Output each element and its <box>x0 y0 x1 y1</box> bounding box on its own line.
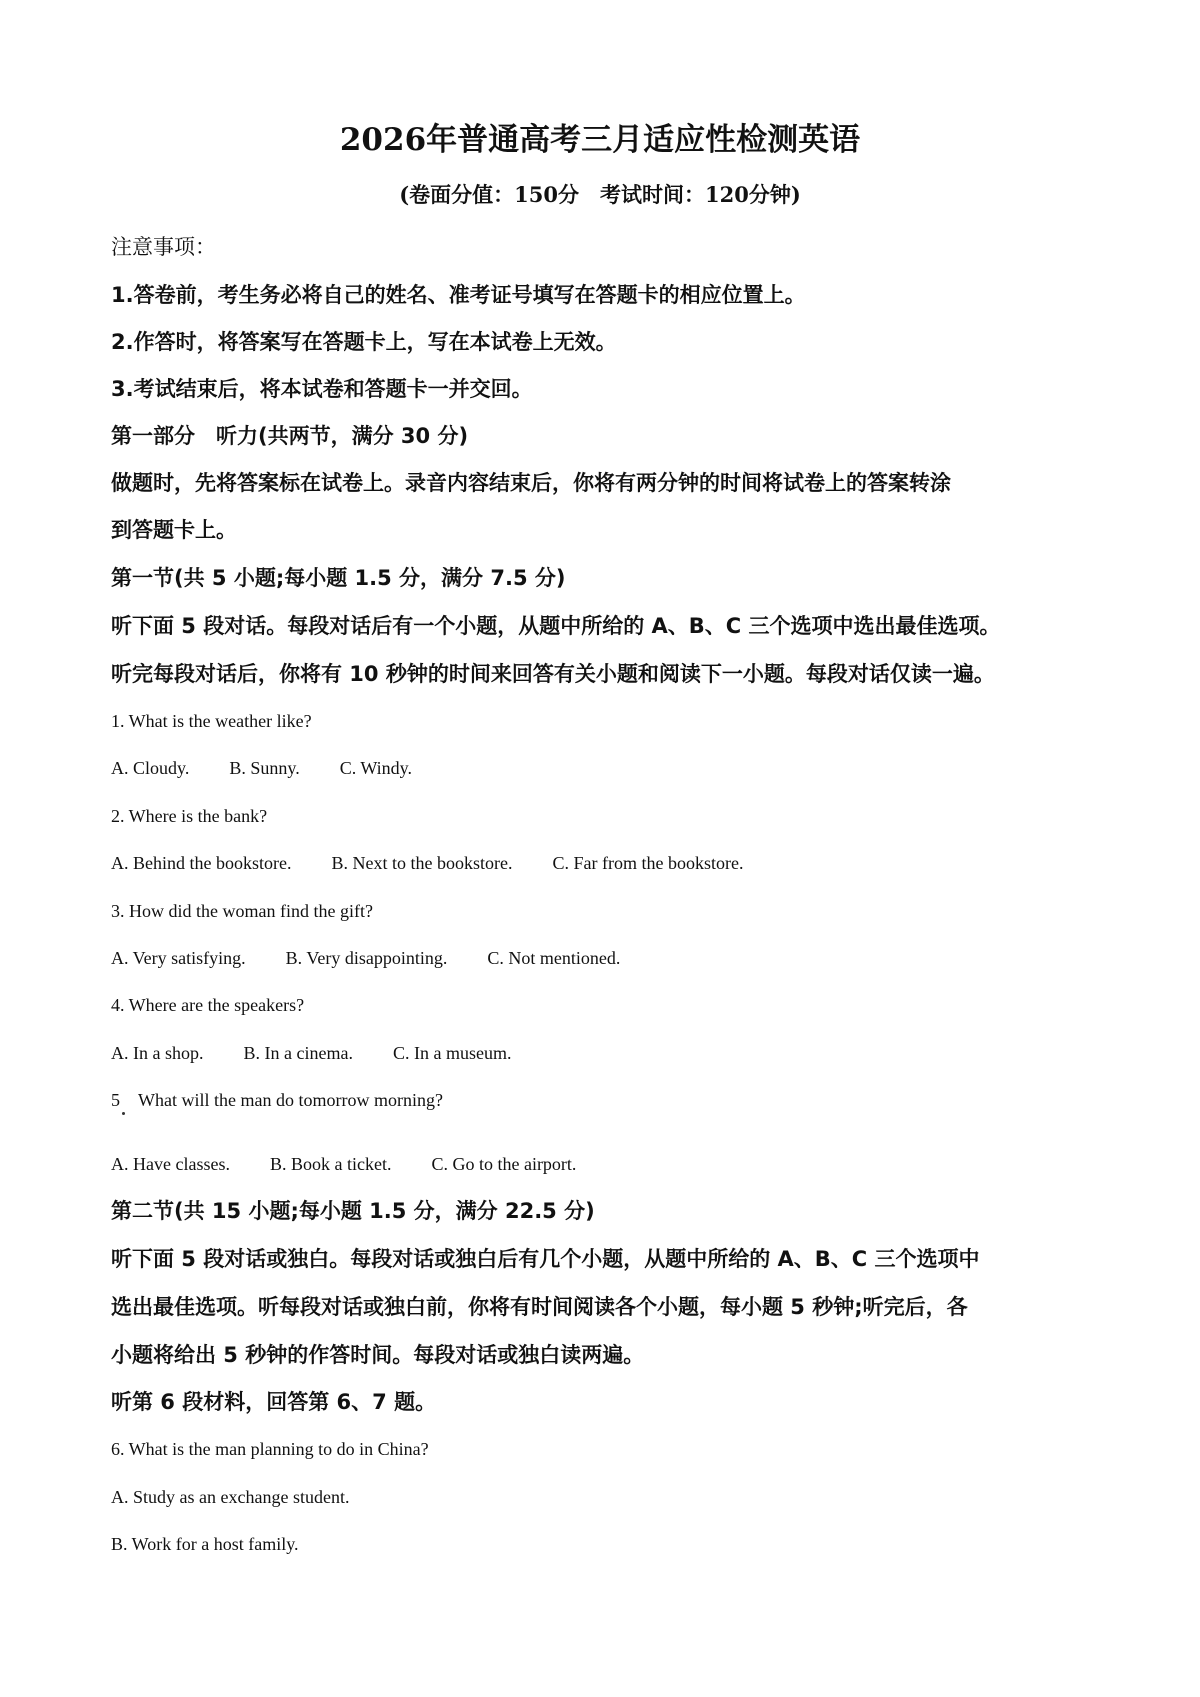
option-a: A. Behind the bookstore. <box>111 853 292 873</box>
option-b: B. Book a ticket. <box>269 1154 392 1174</box>
page-subtitle: (卷面分值：150分 考试时间：120分钟) <box>399 182 801 207</box>
question-6: 6. What is the man planning to do in China? <box>111 1439 429 1459</box>
section2-heading: 第二节(共 15 小题;每小题 1.5 分，满分 22.5 分) <box>111 1199 595 1223</box>
section1-instruction: 听下面 5 段对话。每段对话后有一个小题，从题中所给的 A、B、C 三个选项中选出最佳选项。 <box>111 614 1001 638</box>
option-b: B. Work for a host family. <box>111 1534 299 1554</box>
option-c: C. Windy. <box>339 758 412 778</box>
section2-instruction: 小题将给出 5 秒钟的作答时间。每段对话或独白读两遍。 <box>111 1343 645 1367</box>
question-2: 2. Where is the bank? <box>111 806 268 826</box>
option-a: A. Have classes. <box>111 1154 230 1174</box>
part1-instruction: 到答题卡上。 <box>111 518 237 542</box>
option-c: C. In a museum. <box>392 1043 512 1063</box>
option-b: B. Sunny. <box>229 758 300 778</box>
section1-instruction: 听完每段对话后，你将有 10 秒钟的时间来回答有关小题和阅读下一小题。每段对话仅读一遍。 <box>111 662 995 686</box>
option-a: A. Cloudy. <box>111 758 190 778</box>
option-a: A. Very satisfying. <box>111 948 246 968</box>
question-4: 4. Where are the speakers? <box>111 995 305 1015</box>
option-b: B. In a cinema. <box>243 1043 353 1063</box>
option-a: A. In a shop. <box>111 1043 204 1063</box>
question-1-options <box>111 753 452 783</box>
material6-heading: 听第 6 段材料，回答第 6、7 题。 <box>111 1390 437 1414</box>
question-2-options <box>111 848 783 878</box>
option-b: B. Next to the bookstore. <box>331 853 513 873</box>
option-c: C. Not mentioned. <box>487 948 621 968</box>
page-title: 2026年普通高考三月适应性检测英语 <box>339 122 861 158</box>
notice-item: 3.考试结束后，将本试卷和答题卡一并交回。 <box>111 377 533 401</box>
stray-dot <box>122 1112 125 1115</box>
question-5: 5 What will the man do tomorrow morning? <box>111 1090 443 1110</box>
option-c: C. Go to the airport. <box>431 1154 577 1174</box>
option-a: A. Study as an exchange student. <box>111 1487 350 1507</box>
part1-heading: 第一部分 听力(共两节，满分 30 分) <box>111 424 469 448</box>
question-1: 1. What is the weather like? <box>111 711 312 731</box>
question-3: 3. How did the woman find the gift? <box>111 901 373 921</box>
section2-instruction: 选出最佳选项。听每段对话或独白前，你将有时间阅读各个小题，每小题 5 秒钟;听完后，各 <box>111 1295 968 1319</box>
option-c: C. Far from the bookstore. <box>552 853 744 873</box>
question-4-options <box>111 1038 551 1068</box>
question-5-options <box>111 1149 616 1179</box>
section2-instruction: 听下面 5 段对话或独白。每段对话或独白后有几个小题，从题中所给的 A、B、C 三个选项中 <box>111 1247 980 1271</box>
notice-heading: 注意事项： <box>111 235 216 259</box>
option-b: B. Very disappointing. <box>285 948 448 968</box>
notice-item: 1.答卷前，考生务必将自己的姓名、准考证号填写在答题卡的相应位置上。 <box>111 283 806 307</box>
question-3-options <box>111 943 660 973</box>
notice-item: 2.作答时，将答案写在答题卡上，写在本试卷上无效。 <box>111 330 617 354</box>
section1-heading: 第一节(共 5 小题;每小题 1.5 分，满分 7.5 分) <box>111 566 566 590</box>
part1-instruction: 做题时，先将答案标在试卷上。录音内容结束后，你将有两分钟的时间将试卷上的答案转涂 <box>111 471 951 495</box>
